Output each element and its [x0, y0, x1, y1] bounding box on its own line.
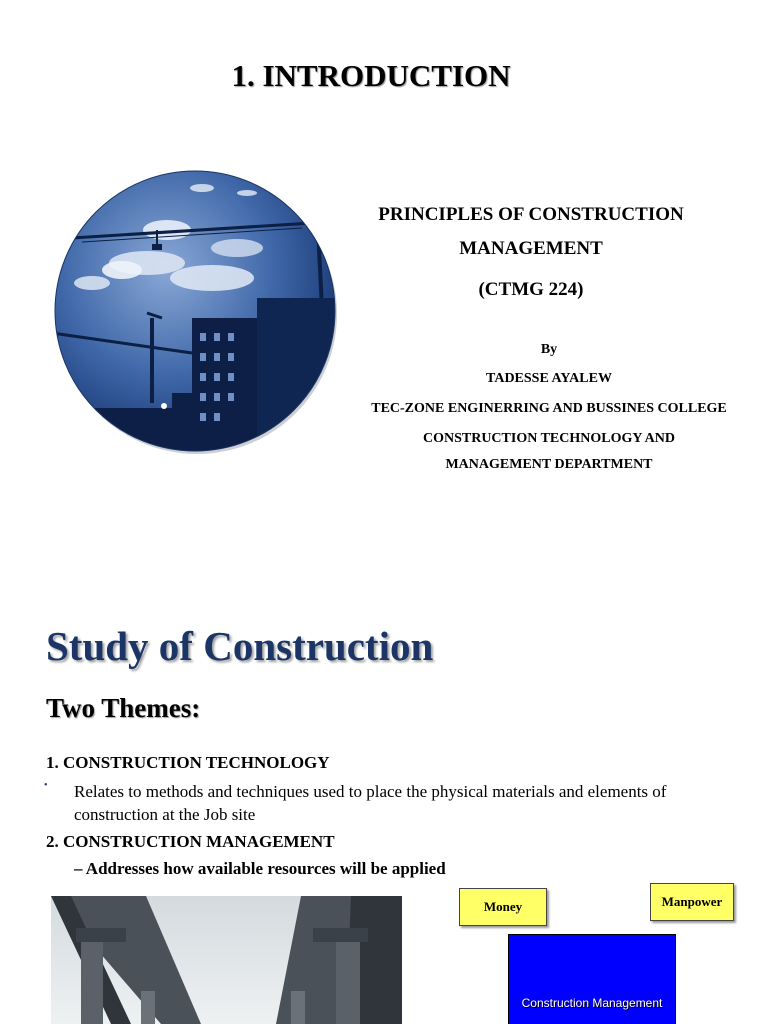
- construction-management-label: Construction Management: [521, 996, 663, 1010]
- manpower-box: Manpower: [650, 883, 734, 921]
- theme2-heading: 2. CONSTRUCTION MANAGEMENT: [46, 832, 335, 851]
- course-code: (CTMG 224): [478, 279, 584, 300]
- department-line2: MANAGEMENT DEPARTMENT: [445, 457, 653, 472]
- theme2-subpoint: – Addresses how available resources will be applied: [74, 859, 446, 878]
- course-title-block: [344, 198, 718, 307]
- slide-title-study: Study of Construction: [46, 623, 434, 669]
- bullet-icon: •: [44, 780, 48, 791]
- money-box: Money: [459, 888, 547, 926]
- course-title-line2: MANAGEMENT: [459, 238, 603, 259]
- college-name: TEC-ZONE ENGINERRING AND BUSSINES COLLEGE: [371, 401, 727, 416]
- slide-title-introduction: 1. INTRODUCTION: [231, 58, 511, 93]
- bridge-photo: [51, 896, 402, 1024]
- by-label: By: [540, 342, 558, 357]
- theme1-description: Relates to methods and techniques used to place the physical materials and elements of construction at the Job site: [74, 782, 667, 824]
- construction-management-box: [508, 934, 676, 1024]
- department-line1: CONSTRUCTION TECHNOLOGY AND: [422, 431, 676, 446]
- author-name: TADESSE AYALEW: [486, 371, 612, 386]
- slide-subtitle: Two Themes:: [46, 693, 201, 723]
- course-title-line1: PRINCIPLES OF CONSTRUCTION: [378, 204, 684, 225]
- author-block: [344, 340, 754, 485]
- theme1-heading: 1. CONSTRUCTION TECHNOLOGY: [46, 753, 330, 772]
- construction-globe-image: [52, 168, 338, 454]
